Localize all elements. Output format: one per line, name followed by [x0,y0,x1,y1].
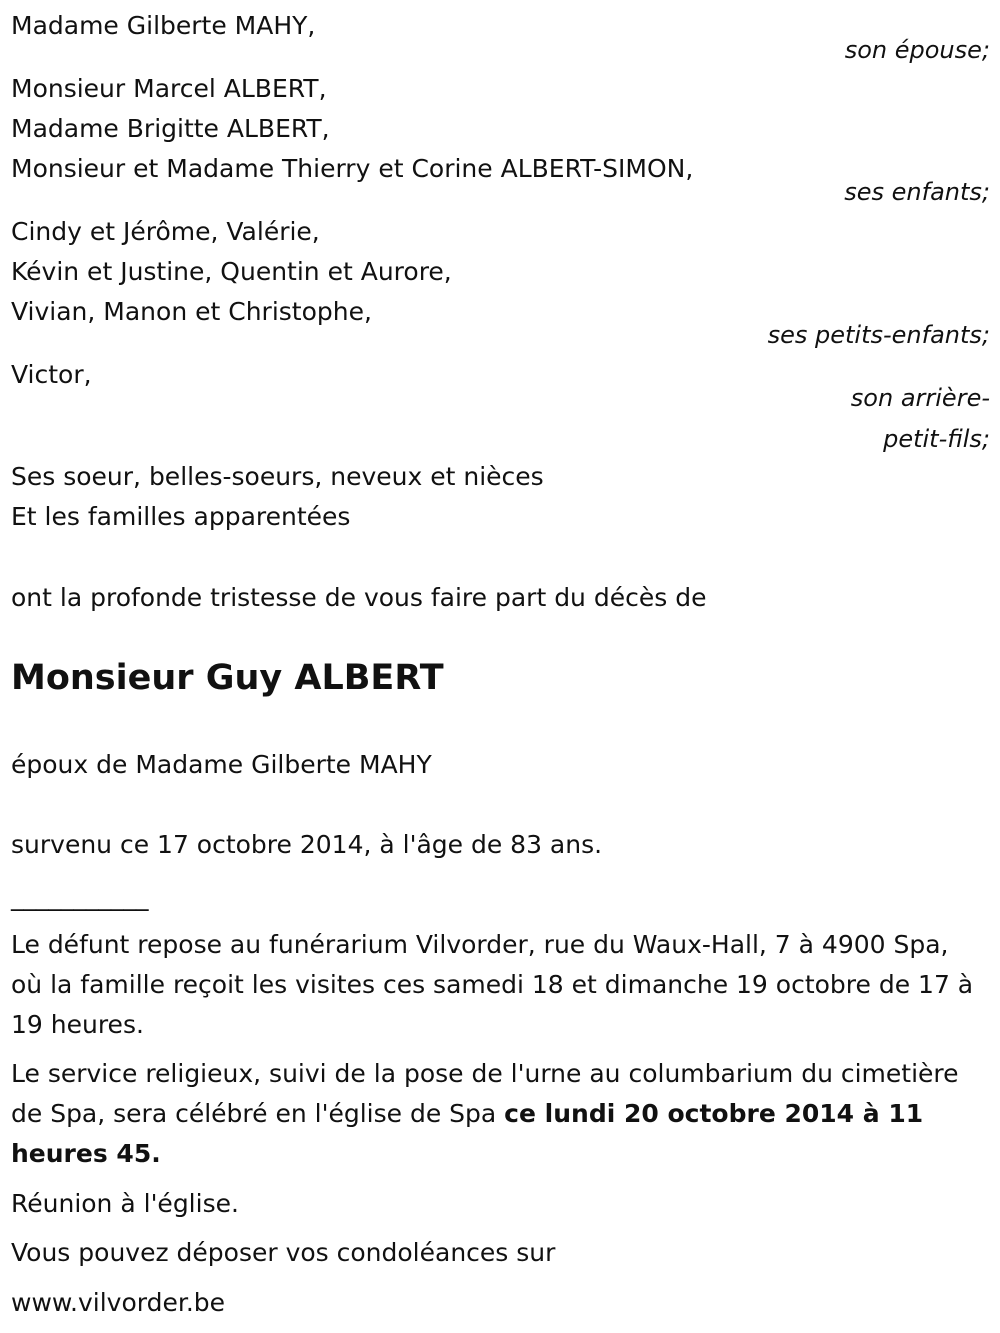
separator: ___________ [11,882,149,911]
children-role: ses enfants; [844,178,990,206]
service-paragraph [11,1054,986,1174]
great-grandchild-name: Victor, [11,360,92,389]
visitation-paragraph: Le défunt repose au funérarium Vilvorder, rue du Waux-Hall, 7 à 4900 Spa, où la famille reçoit les visites ces samedi 18 et dimanche 19 octobre de 17 à 19 heures. [11,930,974,1039]
service-datetime: ce lundi 20 octobre 2014 à 11 heures 45. [11,1099,924,1168]
wife-name: Madame Gilberte MAHY, [11,11,316,40]
deceased-name: Monsieur Guy ALBERT [11,658,444,698]
child-name: Monsieur Marcel ALBERT, [11,74,327,103]
condolences-line: Vous pouvez déposer vos condoléances sur [11,1238,556,1267]
relatives-line: Et les familles apparentées [11,502,351,531]
relatives-line: Ses soeur, belles-soeurs, neveux et nièces [11,462,544,491]
grandchild-name: Vivian, Manon et Christophe, [11,297,372,326]
grandchild-name: Cindy et Jérôme, Valérie, [11,217,320,246]
grandchild-name: Kévin et Justine, Quentin et Aurore, [11,257,452,286]
wife-role: son épouse; [844,36,990,64]
great-grandchild-role-line1: son arrière- [850,384,990,412]
spouse-line: époux de Madame Gilberte MAHY [11,750,432,779]
website-link[interactable]: www.vilvorder.be [11,1288,226,1317]
reunion-line: Réunion à l'église. [11,1189,239,1218]
announcement-text: ont la profonde tristesse de vous faire part du décès de [11,583,707,612]
child-name: Monsieur et Madame Thierry et Corine ALBERT-SIMON, [11,154,694,183]
service-text: Le service religieux, suivi de la pose de l'urne au columbarium du cimetière de Spa, sera célébré en l'église de Spa [11,1059,959,1128]
great-grandchild-role-line2: petit-fils; [883,425,990,453]
grandchildren-role: ses petits-enfants; [767,321,990,349]
death-line: survenu ce 17 octobre 2014, à l'âge de 83 ans. [11,830,603,859]
child-name: Madame Brigitte ALBERT, [11,114,330,143]
